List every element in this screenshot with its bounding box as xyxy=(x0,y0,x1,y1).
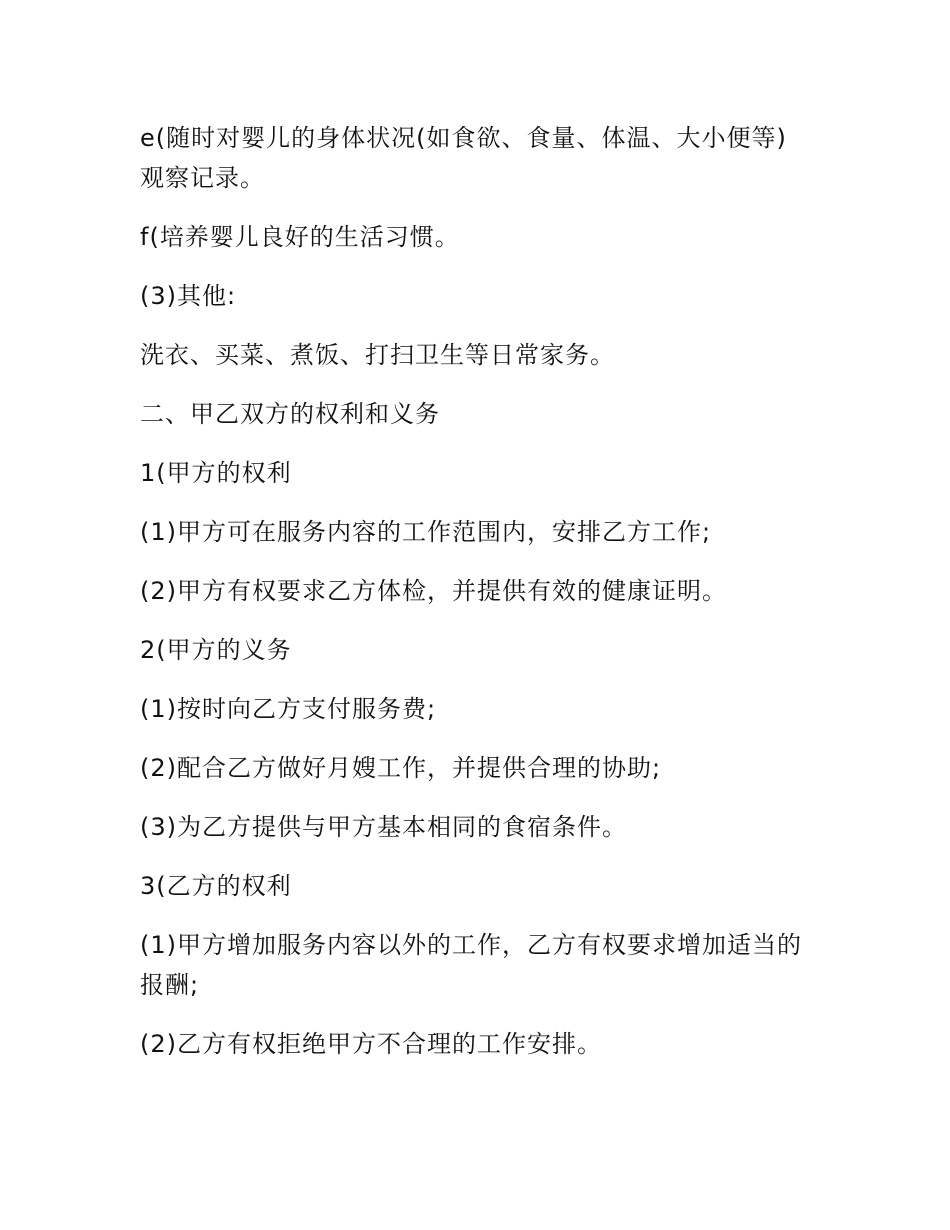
document-body xyxy=(140,118,810,1083)
paragraph-party-a-obligation-1: (1)按时向乙方支付服务费; xyxy=(140,695,437,723)
paragraph-housework: 洗衣、买菜、煮饭、打扫卫生等日常家务。 xyxy=(140,341,615,369)
paragraph-party-b-right-1: (1)甲方增加服务内容以外的工作，乙方有权要求增加适当的报酬; xyxy=(140,931,802,999)
paragraph-other-heading: (3)其他: xyxy=(140,282,237,310)
paragraph-party-a-right-1: (1)甲方可在服务内容的工作范围内，安排乙方工作; xyxy=(140,518,712,546)
paragraph-party-a-obligation-3: (3)为乙方提供与甲方基本相同的食宿条件。 xyxy=(140,813,627,841)
subheading-party-a-obligations: 2(甲方的义务 xyxy=(140,636,292,664)
paragraph-party-a-obligation-2: (2)配合乙方做好月嫂工作，并提供合理的协助; xyxy=(140,754,662,782)
paragraph-party-b-right-2: (2)乙方有权拒绝甲方不合理的工作安排。 xyxy=(140,1030,602,1058)
subheading-party-a-rights: 1(甲方的权利 xyxy=(140,459,292,487)
paragraph-infant-health-record: e(随时对婴儿的身体状况(如食欲、食量、体温、大小便等)观察记录。 xyxy=(140,124,787,192)
paragraph-party-a-right-2: (2)甲方有权要求乙方体检，并提供有效的健康证明。 xyxy=(140,577,727,605)
subheading-party-b-rights: 3(乙方的权利 xyxy=(140,872,292,900)
section-heading-rights-obligations: 二、甲乙双方的权利和义务 xyxy=(140,400,440,428)
paragraph-infant-habits: f(培养婴儿良好的生活习惯。 xyxy=(140,223,460,251)
